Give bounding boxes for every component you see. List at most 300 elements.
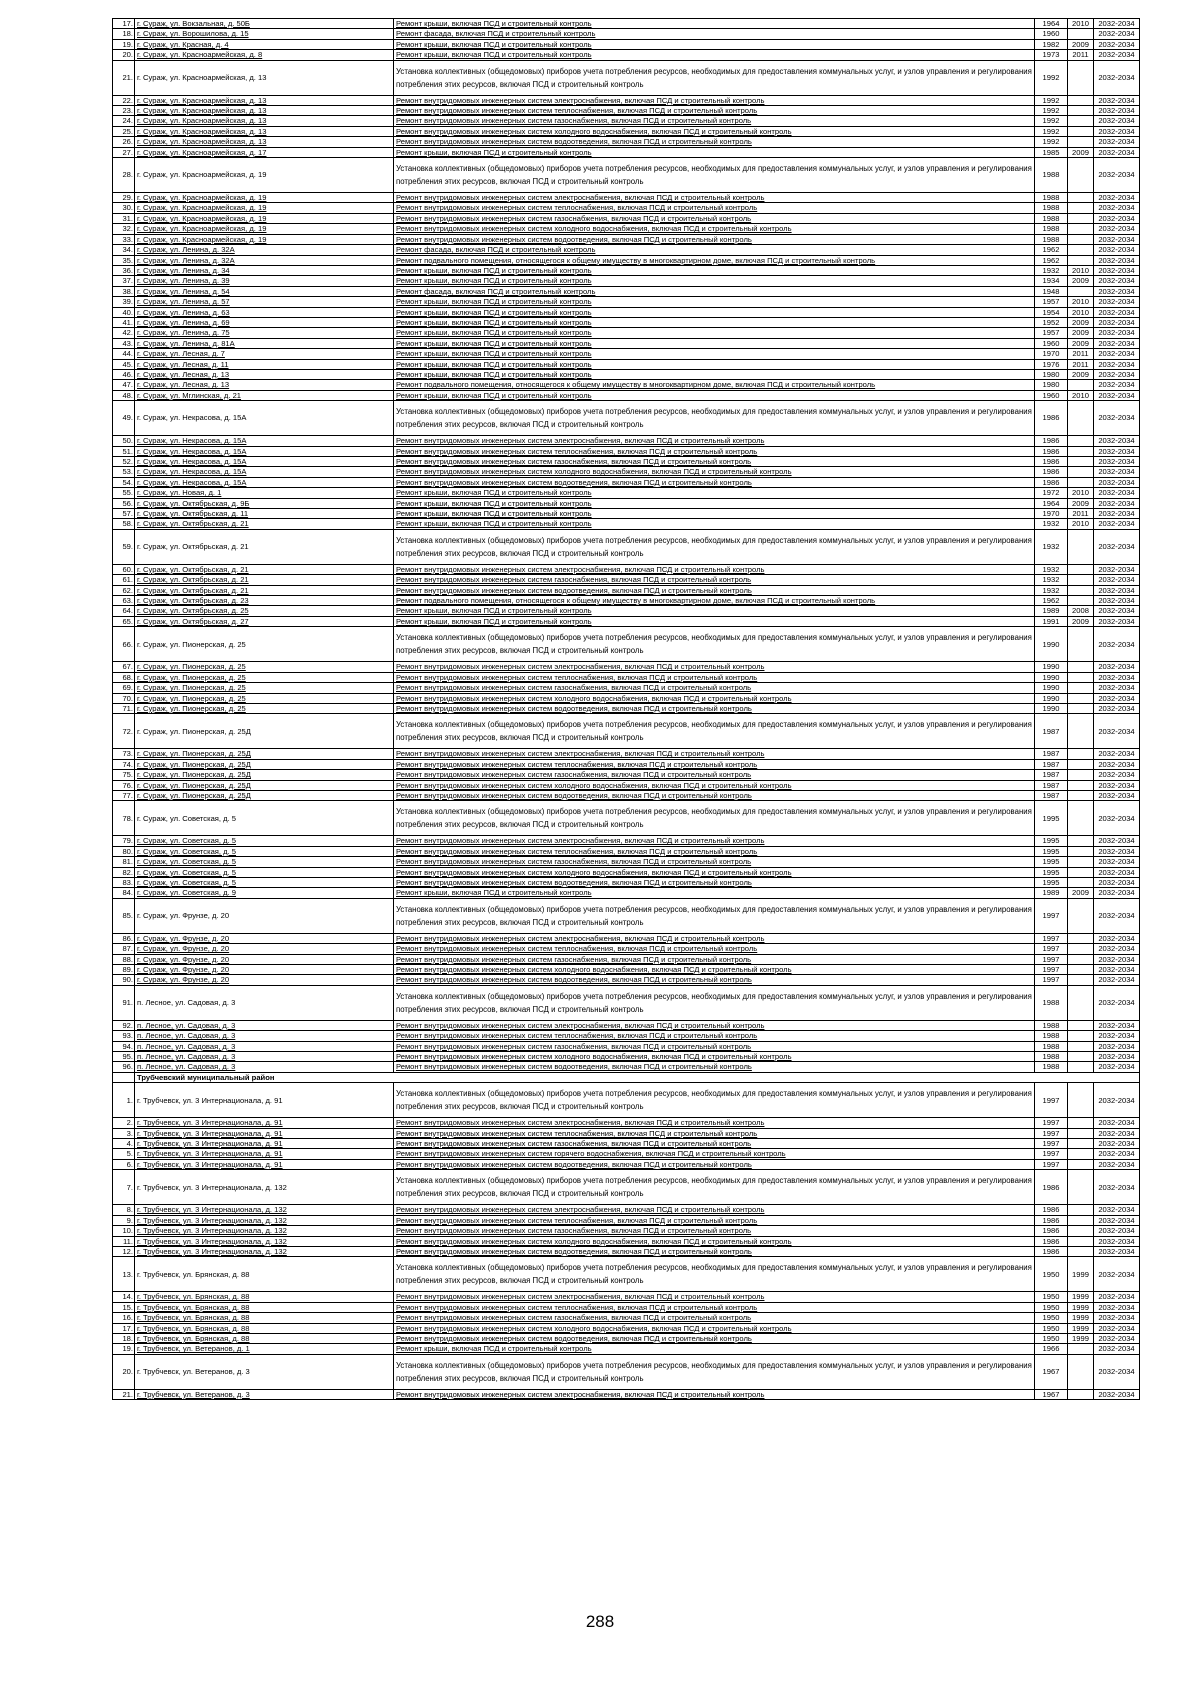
year-built-cell: 1990 (1035, 627, 1068, 662)
last-repair-year-cell: 2011 (1068, 359, 1094, 369)
address-cell: г. Трубчевск, ул. 3 Интернационала, д. 91 (135, 1159, 394, 1169)
address-cell: г. Сураж, ул. Октябрьская, д. 27 (135, 616, 394, 626)
planned-period-cell: 2032-2034 (1094, 683, 1140, 693)
row-number: 78. (113, 801, 135, 836)
planned-period-cell: 2032-2034 (1094, 498, 1140, 508)
year-built-cell: 1997 (1035, 944, 1068, 954)
year-built-cell: 1997 (1035, 933, 1068, 943)
table-row (113, 1062, 1140, 1072)
address-cell: г. Сураж, ул. Некрасова, д. 15А (135, 457, 394, 467)
address-cell: г. Трубчевск, ул. Ветеранов, д. 3 (135, 1354, 394, 1389)
last-repair-year-cell: 2010 (1068, 297, 1094, 307)
last-repair-year-cell (1068, 1041, 1094, 1051)
work-type-cell: Ремонт внутридомовых инженерных систем газоснабжения, включая ПСД и строительный контроль (394, 954, 1035, 964)
planned-period-cell: 2032-2034 (1094, 19, 1140, 29)
table-row (113, 307, 1140, 317)
planned-period-cell: 2032-2034 (1094, 317, 1140, 327)
table-row (113, 1159, 1140, 1169)
address-cell: г. Сураж, ул. Ленина, д. 54 (135, 286, 394, 296)
section-header-row (113, 1072, 1140, 1082)
planned-period-cell: 2032-2034 (1094, 390, 1140, 400)
planned-period-cell: 2032-2034 (1094, 369, 1140, 379)
work-type-cell: Ремонт крыши, включая ПСД и строительный контроль (394, 606, 1035, 616)
planned-period-cell: 2032-2034 (1094, 714, 1140, 749)
last-repair-year-cell (1068, 234, 1094, 244)
year-built-cell: 1950 (1035, 1323, 1068, 1333)
row-number: 2. (113, 1118, 135, 1128)
row-number: 41. (113, 317, 135, 327)
work-type-cell: Ремонт внутридомовых инженерных систем электроснабжения, включая ПСД и строительный контроль (394, 1292, 1035, 1302)
work-type-cell: Ремонт внутридомовых инженерных систем водоотведения, включая ПСД и строительный контроль (394, 477, 1035, 487)
last-repair-year-cell (1068, 780, 1094, 790)
year-built-cell: 1988 (1035, 224, 1068, 234)
table-row (113, 224, 1140, 234)
work-type-cell: Ремонт крыши, включая ПСД и строительный контроль (394, 297, 1035, 307)
planned-period-cell: 2032-2034 (1094, 60, 1140, 95)
planned-period-cell: 2032-2034 (1094, 1020, 1140, 1030)
planned-period-cell: 2032-2034 (1094, 759, 1140, 769)
year-built-cell: 1932 (1035, 585, 1068, 595)
last-repair-year-cell: 2009 (1068, 147, 1094, 157)
year-built-cell: 1966 (1035, 1344, 1068, 1354)
last-repair-year-cell (1068, 158, 1094, 193)
last-repair-year-cell (1068, 693, 1094, 703)
year-built-cell: 1992 (1035, 126, 1068, 136)
table-row (113, 50, 1140, 60)
row-number: 67. (113, 662, 135, 672)
row-number: 93. (113, 1031, 135, 1041)
row-number: 1. (113, 1083, 135, 1118)
table-row (113, 359, 1140, 369)
planned-period-cell: 2032-2034 (1094, 328, 1140, 338)
planned-period-cell: 2032-2034 (1094, 1302, 1140, 1312)
planned-period-cell: 2032-2034 (1094, 898, 1140, 933)
year-built-cell: 1980 (1035, 380, 1068, 390)
address-cell: п. Лесное, ул. Садовая, д. 3 (135, 1020, 394, 1030)
year-built-cell: 1987 (1035, 770, 1068, 780)
address-cell: г. Сураж, ул. Некрасова, д. 15А (135, 446, 394, 456)
last-repair-year-cell (1068, 954, 1094, 964)
year-built-cell: 1997 (1035, 1159, 1068, 1169)
address-cell: г. Сураж, ул. Пионерская, д. 25 (135, 683, 394, 693)
last-repair-year-cell: 2009 (1068, 888, 1094, 898)
address-cell: г. Трубчевск, ул. 3 Интернационала, д. 91 (135, 1149, 394, 1159)
table-row (113, 1323, 1140, 1333)
year-built-cell: 1990 (1035, 662, 1068, 672)
last-repair-year-cell (1068, 596, 1094, 606)
address-cell: г. Сураж, ул. Некрасова, д. 15А (135, 401, 394, 436)
address-cell: г. Сураж, ул. Некрасова, д. 15А (135, 477, 394, 487)
row-number: 21. (113, 60, 135, 95)
planned-period-cell: 2032-2034 (1094, 467, 1140, 477)
row-number: 24. (113, 116, 135, 126)
table-row (113, 255, 1140, 265)
row-number: 88. (113, 954, 135, 964)
work-type-cell: Ремонт внутридомовых инженерных систем электроснабжения, включая ПСД и строительный контроль (394, 836, 1035, 846)
table-row (113, 1215, 1140, 1225)
year-built-cell: 1988 (1035, 1052, 1068, 1062)
last-repair-year-cell: 2010 (1068, 488, 1094, 498)
work-type-cell: Ремонт крыши, включая ПСД и строительный контроль (394, 338, 1035, 348)
row-number: 96. (113, 1062, 135, 1072)
planned-period-cell: 2032-2034 (1094, 1083, 1140, 1118)
planned-period-cell: 2032-2034 (1094, 477, 1140, 487)
table-row (113, 683, 1140, 693)
year-built-cell: 1986 (1035, 1215, 1068, 1225)
planned-period-cell: 2032-2034 (1094, 1159, 1140, 1169)
table-row (113, 714, 1140, 749)
last-repair-year-cell (1068, 1149, 1094, 1159)
planned-period-cell: 2032-2034 (1094, 203, 1140, 213)
year-built-cell: 1950 (1035, 1257, 1068, 1292)
work-type-cell: Ремонт внутридомовых инженерных систем холодного водоснабжения, включая ПСД и строительный контроль (394, 1236, 1035, 1246)
year-built-cell: 1932 (1035, 519, 1068, 529)
work-type-cell: Ремонт внутридомовых инженерных систем газоснабжения, включая ПСД и строительный контроль (394, 116, 1035, 126)
row-number: 45. (113, 359, 135, 369)
planned-period-cell: 2032-2034 (1094, 95, 1140, 105)
year-built-cell: 1988 (1035, 203, 1068, 213)
work-type-cell: Ремонт внутридомовых инженерных систем холодного водоснабжения, включая ПСД и строительный контроль (394, 867, 1035, 877)
year-built-cell: 1934 (1035, 276, 1068, 286)
last-repair-year-cell: 1999 (1068, 1257, 1094, 1292)
work-type-cell: Ремонт крыши, включая ПСД и строительный контроль (394, 307, 1035, 317)
planned-period-cell: 2032-2034 (1094, 106, 1140, 116)
last-repair-year-cell (1068, 662, 1094, 672)
table-row (113, 944, 1140, 954)
work-type-cell: Ремонт крыши, включая ПСД и строительный контроль (394, 349, 1035, 359)
year-built-cell: 1986 (1035, 1236, 1068, 1246)
work-type-cell: Установка коллективных (общедомовых) приборов учета потребления ресурсов, необходимых для предоставления коммунальных услуг, и узлов управления и регулирования потребления этих ресурсов, включая ПСД и строительный контроль (394, 1083, 1035, 1118)
year-built-cell: 1986 (1035, 457, 1068, 467)
last-repair-year-cell (1068, 857, 1094, 867)
work-type-cell: Ремонт крыши, включая ПСД и строительный контроль (394, 50, 1035, 60)
planned-period-cell: 2032-2034 (1094, 985, 1140, 1020)
row-number: 38. (113, 286, 135, 296)
year-built-cell: 1986 (1035, 436, 1068, 446)
table-row (113, 106, 1140, 116)
row-number: 75. (113, 770, 135, 780)
work-type-cell: Ремонт внутридомовых инженерных систем водоотведения, включая ПСД и строительный контроль (394, 975, 1035, 985)
planned-period-cell: 2032-2034 (1094, 1354, 1140, 1389)
row-number: 80. (113, 846, 135, 856)
address-cell: г. Сураж, ул. Советская, д. 9 (135, 888, 394, 898)
last-repair-year-cell (1068, 1062, 1094, 1072)
last-repair-year-cell (1068, 1215, 1094, 1225)
address-cell: г. Сураж, ул. Октябрьская, д. 21 (135, 519, 394, 529)
row-number: 56. (113, 498, 135, 508)
row-number: 19. (113, 39, 135, 49)
planned-period-cell: 2032-2034 (1094, 606, 1140, 616)
row-number: 86. (113, 933, 135, 943)
last-repair-year-cell (1068, 1205, 1094, 1215)
planned-period-cell: 2032-2034 (1094, 693, 1140, 703)
address-cell: г. Сураж, ул. Ленина, д. 32А (135, 245, 394, 255)
work-type-cell: Ремонт подвального помещения, относящегося к общему имуществу в многоквартирном доме, включая ПСД и строительный контроль (394, 380, 1035, 390)
table-row (113, 390, 1140, 400)
work-type-cell: Ремонт крыши, включая ПСД и строительный контроль (394, 390, 1035, 400)
planned-period-cell: 2032-2034 (1094, 147, 1140, 157)
work-type-cell: Ремонт крыши, включая ПСД и строительный контроль (394, 19, 1035, 29)
last-repair-year-cell (1068, 683, 1094, 693)
year-built-cell: 1992 (1035, 95, 1068, 105)
work-type-cell: Ремонт внутридомовых инженерных систем теплоснабжения, включая ПСД и строительный контроль (394, 446, 1035, 456)
row-number: 3. (113, 1128, 135, 1138)
work-type-cell: Установка коллективных (общедомовых) приборов учета потребления ресурсов, необходимых для предоставления коммунальных услуг, и узлов управления и регулирования потребления этих ресурсов, включая ПСД и строительный контроль (394, 898, 1035, 933)
year-built-cell: 1995 (1035, 836, 1068, 846)
table-row (113, 780, 1140, 790)
planned-period-cell: 2032-2034 (1094, 255, 1140, 265)
planned-period-cell: 2032-2034 (1094, 770, 1140, 780)
address-cell: г. Сураж, ул. Фрунзе, д. 20 (135, 944, 394, 954)
planned-period-cell: 2032-2034 (1094, 509, 1140, 519)
row-number: 89. (113, 965, 135, 975)
table-row (113, 1302, 1140, 1312)
planned-period-cell: 2032-2034 (1094, 193, 1140, 203)
planned-period-cell: 2032-2034 (1094, 1236, 1140, 1246)
work-type-cell: Ремонт внутридомовых инженерных систем электроснабжения, включая ПСД и строительный контроль (394, 1389, 1035, 1399)
work-type-cell: Ремонт внутридомовых инженерных систем электроснабжения, включая ПСД и строительный контроль (394, 1020, 1035, 1030)
planned-period-cell: 2032-2034 (1094, 703, 1140, 713)
row-number: 26. (113, 137, 135, 147)
row-number: 53. (113, 467, 135, 477)
year-built-cell: 1989 (1035, 606, 1068, 616)
planned-period-cell: 2032-2034 (1094, 1333, 1140, 1343)
table-row (113, 286, 1140, 296)
work-type-cell: Ремонт внутридомовых инженерных систем газоснабжения, включая ПСД и строительный контроль (394, 457, 1035, 467)
table-row (113, 1236, 1140, 1246)
table-row (113, 790, 1140, 800)
table-row (113, 627, 1140, 662)
last-repair-year-cell: 2010 (1068, 19, 1094, 29)
last-repair-year-cell (1068, 213, 1094, 223)
planned-period-cell: 2032-2034 (1094, 1344, 1140, 1354)
work-type-cell: Ремонт внутридомовых инженерных систем теплоснабжения, включая ПСД и строительный контроль (394, 1302, 1035, 1312)
year-built-cell: 1932 (1035, 265, 1068, 275)
work-type-cell: Ремонт внутридомовых инженерных систем газоснабжения, включая ПСД и строительный контроль (394, 857, 1035, 867)
row-number: 66. (113, 627, 135, 662)
planned-period-cell: 2032-2034 (1094, 1128, 1140, 1138)
last-repair-year-cell (1068, 1031, 1094, 1041)
last-repair-year-cell (1068, 1354, 1094, 1389)
address-cell: г. Сураж, ул. Фрунзе, д. 20 (135, 898, 394, 933)
planned-period-cell: 2032-2034 (1094, 857, 1140, 867)
row-number: 46. (113, 369, 135, 379)
table-row (113, 137, 1140, 147)
row-number: 49. (113, 401, 135, 436)
work-type-cell: Ремонт внутридомовых инженерных систем газоснабжения, включая ПСД и строительный контроль (394, 770, 1035, 780)
address-cell: г. Сураж, ул. Красноармейская, д. 13 (135, 95, 394, 105)
planned-period-cell: 2032-2034 (1094, 1226, 1140, 1236)
row-number: 74. (113, 759, 135, 769)
year-built-cell: 1962 (1035, 596, 1068, 606)
row-number: 47. (113, 380, 135, 390)
last-repair-year-cell (1068, 401, 1094, 436)
table-row (113, 975, 1140, 985)
planned-period-cell: 2032-2034 (1094, 1246, 1140, 1256)
table-row (113, 575, 1140, 585)
table-row (113, 509, 1140, 519)
year-built-cell: 1989 (1035, 888, 1068, 898)
last-repair-year-cell (1068, 801, 1094, 836)
last-repair-year-cell: 1999 (1068, 1333, 1094, 1343)
work-type-cell: Ремонт внутридомовых инженерных систем водоотведения, включая ПСД и строительный контроль (394, 234, 1035, 244)
work-type-cell: Ремонт внутридомовых инженерных систем холодного водоснабжения, включая ПСД и строительный контроль (394, 780, 1035, 790)
table-row (113, 1313, 1140, 1323)
planned-period-cell: 2032-2034 (1094, 224, 1140, 234)
last-repair-year-cell: 2009 (1068, 328, 1094, 338)
year-built-cell: 1997 (1035, 965, 1068, 975)
table-row (113, 488, 1140, 498)
planned-period-cell: 2032-2034 (1094, 265, 1140, 275)
planned-period-cell: 2032-2034 (1094, 349, 1140, 359)
table-row (113, 317, 1140, 327)
row-number: 27. (113, 147, 135, 157)
year-built-cell: 1995 (1035, 857, 1068, 867)
address-cell: г. Сураж, ул. Мглинская, д. 21 (135, 390, 394, 400)
year-built-cell: 1960 (1035, 390, 1068, 400)
last-repair-year-cell (1068, 1020, 1094, 1030)
year-built-cell: 1986 (1035, 1226, 1068, 1236)
address-cell: г. Сураж, ул. Октябрьская, д. 23 (135, 596, 394, 606)
row-number: 65. (113, 616, 135, 626)
table-row (113, 759, 1140, 769)
table-row (113, 1118, 1140, 1128)
last-repair-year-cell (1068, 672, 1094, 682)
row-number: 79. (113, 836, 135, 846)
year-built-cell: 1986 (1035, 1205, 1068, 1215)
year-built-cell: 1950 (1035, 1302, 1068, 1312)
row-number: 35. (113, 255, 135, 265)
row-number: 92. (113, 1020, 135, 1030)
row-number: 82. (113, 867, 135, 877)
address-cell: г. Сураж, ул. Некрасова, д. 15А (135, 436, 394, 446)
table-row (113, 193, 1140, 203)
year-built-cell: 1982 (1035, 39, 1068, 49)
address-cell: г. Сураж, ул. Фрунзе, д. 20 (135, 933, 394, 943)
row-number: 52. (113, 457, 135, 467)
address-cell: г. Сураж, ул. Пионерская, д. 25 (135, 627, 394, 662)
table-row (113, 703, 1140, 713)
planned-period-cell: 2032-2034 (1094, 529, 1140, 564)
table-row (113, 1052, 1140, 1062)
row-number: 84. (113, 888, 135, 898)
work-type-cell: Ремонт внутридомовых инженерных систем теплоснабжения, включая ПСД и строительный контроль (394, 1128, 1035, 1138)
planned-period-cell: 2032-2034 (1094, 1215, 1140, 1225)
last-repair-year-cell (1068, 60, 1094, 95)
year-built-cell: 1992 (1035, 116, 1068, 126)
address-cell: г. Сураж, ул. Пионерская, д. 25Д (135, 759, 394, 769)
address-cell: г. Трубчевск, ул. 3 Интернационала, д. 132 (135, 1226, 394, 1236)
row-number: 42. (113, 328, 135, 338)
planned-period-cell: 2032-2034 (1094, 126, 1140, 136)
planned-period-cell: 2032-2034 (1094, 836, 1140, 846)
address-cell: г. Сураж, ул. Пионерская, д. 25Д (135, 770, 394, 780)
last-repair-year-cell (1068, 1226, 1094, 1236)
table-row (113, 1226, 1140, 1236)
work-type-cell: Ремонт внутридомовых инженерных систем теплоснабжения, включая ПСД и строительный контроль (394, 1215, 1035, 1225)
year-built-cell: 1964 (1035, 498, 1068, 508)
address-cell: г. Сураж, ул. Красноармейская, д. 19 (135, 224, 394, 234)
row-number: 70. (113, 693, 135, 703)
table-row (113, 1170, 1140, 1205)
year-built-cell: 1997 (1035, 898, 1068, 933)
row-number: 37. (113, 276, 135, 286)
planned-period-cell: 2032-2034 (1094, 1323, 1140, 1333)
row-number: 33. (113, 234, 135, 244)
table-row (113, 19, 1140, 29)
table-row (113, 369, 1140, 379)
address-cell: г. Сураж, ул. Новая, д. 1 (135, 488, 394, 498)
address-cell: г. Сураж, ул. Ленина, д. 34 (135, 265, 394, 275)
table-row (113, 1031, 1140, 1041)
last-repair-year-cell (1068, 770, 1094, 780)
work-type-cell: Ремонт внутридомовых инженерных систем электроснабжения, включая ПСД и строительный контроль (394, 933, 1035, 943)
work-type-cell: Установка коллективных (общедомовых) приборов учета потребления ресурсов, необходимых для предоставления коммунальных услуг, и узлов управления и регулирования потребления этих ресурсов, включая ПСД и строительный контроль (394, 714, 1035, 749)
table-row (113, 276, 1140, 286)
row-number: 4. (113, 1139, 135, 1149)
address-cell: п. Лесное, ул. Садовая, д. 3 (135, 1041, 394, 1051)
work-type-cell: Ремонт внутридомовых инженерных систем водоотведения, включая ПСД и строительный контроль (394, 585, 1035, 595)
last-repair-year-cell (1068, 1139, 1094, 1149)
row-number: 77. (113, 790, 135, 800)
planned-period-cell: 2032-2034 (1094, 1031, 1140, 1041)
table-row (113, 1041, 1140, 1051)
last-repair-year-cell (1068, 116, 1094, 126)
table-row (113, 477, 1140, 487)
work-type-cell: Ремонт крыши, включая ПСД и строительный контроль (394, 616, 1035, 626)
row-number: 73. (113, 749, 135, 759)
last-repair-year-cell (1068, 95, 1094, 105)
last-repair-year-cell (1068, 1389, 1094, 1399)
last-repair-year-cell (1068, 1159, 1094, 1169)
row-number: 8. (113, 1205, 135, 1215)
address-cell: г. Сураж, ул. Красноармейская, д. 8 (135, 50, 394, 60)
year-built-cell: 1957 (1035, 297, 1068, 307)
planned-period-cell: 2032-2034 (1094, 307, 1140, 317)
planned-period-cell: 2032-2034 (1094, 1205, 1140, 1215)
row-number: 15. (113, 1302, 135, 1312)
work-type-cell: Установка коллективных (общедомовых) приборов учета потребления ресурсов, необходимых для предоставления коммунальных услуг, и узлов управления и регулирования потребления этих ресурсов, включая ПСД и строительный контроль (394, 158, 1035, 193)
last-repair-year-cell: 1999 (1068, 1313, 1094, 1323)
year-built-cell: 1960 (1035, 338, 1068, 348)
work-type-cell: Ремонт крыши, включая ПСД и строительный контроль (394, 488, 1035, 498)
planned-period-cell: 2032-2034 (1094, 29, 1140, 39)
table-row (113, 965, 1140, 975)
last-repair-year-cell (1068, 933, 1094, 943)
year-built-cell: 1950 (1035, 1292, 1068, 1302)
row-number: 60. (113, 564, 135, 574)
address-cell: г. Сураж, ул. Октябрьская, д. 25 (135, 606, 394, 616)
work-type-cell: Ремонт внутридомовых инженерных систем холодного водоснабжения, включая ПСД и строительный контроль (394, 126, 1035, 136)
address-cell: п. Лесное, ул. Садовая, д. 3 (135, 1062, 394, 1072)
last-repair-year-cell (1068, 836, 1094, 846)
planned-period-cell: 2032-2034 (1094, 888, 1140, 898)
last-repair-year-cell: 2010 (1068, 265, 1094, 275)
address-cell: г. Сураж, ул. Советская, д. 5 (135, 867, 394, 877)
year-built-cell: 1962 (1035, 245, 1068, 255)
table-row (113, 203, 1140, 213)
address-cell: г. Трубчевск, ул. Брянская, д. 88 (135, 1257, 394, 1292)
planned-period-cell: 2032-2034 (1094, 944, 1140, 954)
last-repair-year-cell (1068, 1170, 1094, 1205)
row-number: 20. (113, 1354, 135, 1389)
table-row (113, 1149, 1140, 1159)
row-number: 10. (113, 1226, 135, 1236)
address-cell: г. Сураж, ул. Советская, д. 5 (135, 836, 394, 846)
work-type-cell: Ремонт внутридомовых инженерных систем холодного водоснабжения, включая ПСД и строительный контроль (394, 224, 1035, 234)
year-built-cell: 1997 (1035, 954, 1068, 964)
year-built-cell: 1995 (1035, 877, 1068, 887)
